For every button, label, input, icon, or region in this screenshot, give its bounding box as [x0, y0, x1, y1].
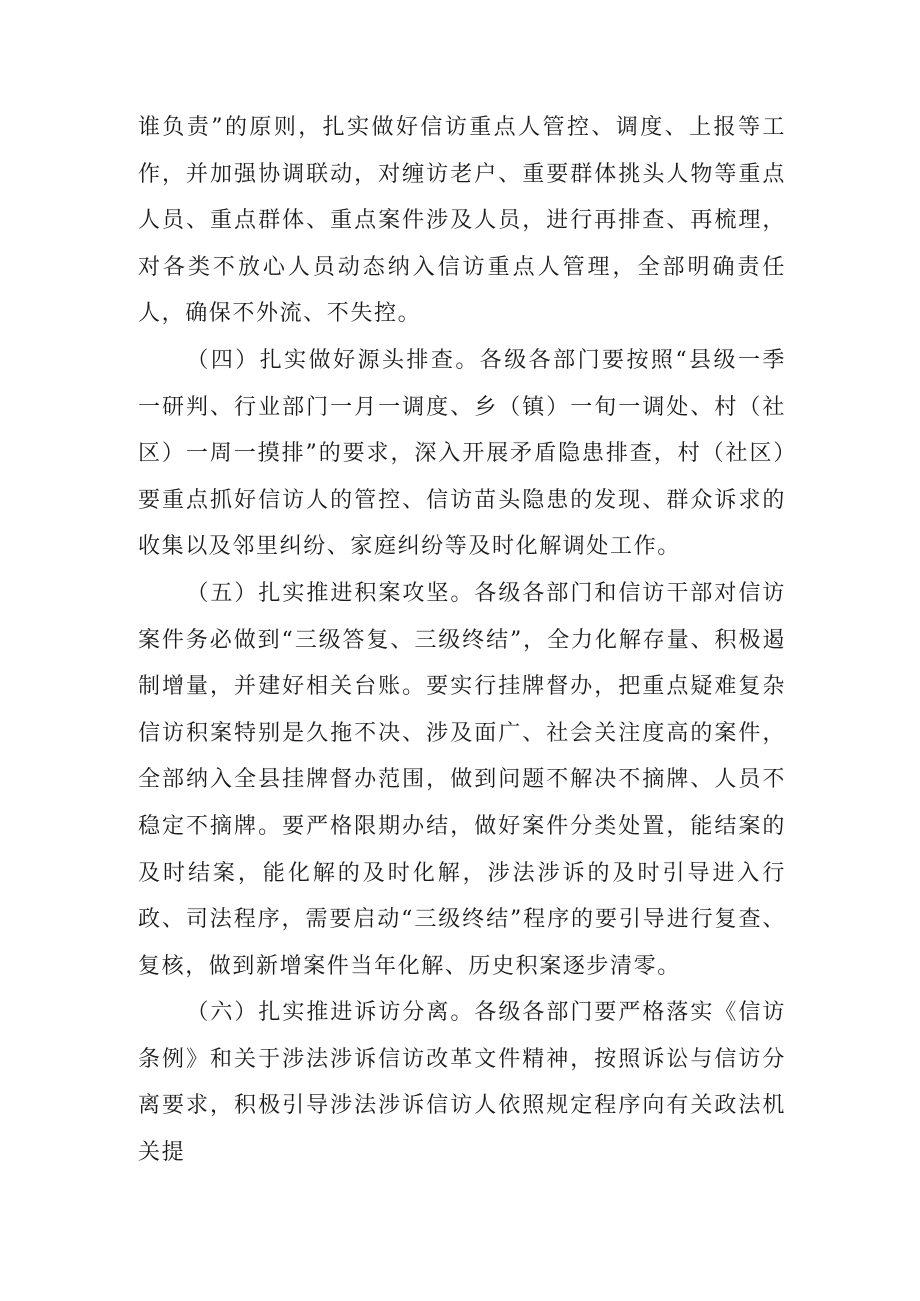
paragraph-source-screening: （四）扎实做好源头排查。各级各部门要按照“县级一季一研判、行业部门一月一调度、乡（镇）一旬一调处、村（社区）一周一摸排”的要求，深入开展矛盾隐患排查，村（社区）要重点抓好信访人的管控、信访苗头隐患的发现、群众诉求的收集以及邻里纠纷、家庭纠纷等及时化解调处工作。	[138, 347, 786, 560]
document-body	[138, 105, 786, 1177]
paragraph-continuation: 谁负责”的原则，扎实做好信访重点人管控、调度、上报等工作，并加强协调联动，对缠访老户、重要群体挑头人物等重点人员、重点群体、重点案件涉及人员，进行再排查、再梳理，对各类不放心人员动态纳入信访重点人管理，全部明确责任人，确保不外流、不失控。	[138, 115, 786, 327]
paragraph-litigation-separation: （六）扎实推进诉访分离。各级各部门要严格落实《信访条例》和关于涉法涉诉信访改革文件精神，按照诉讼与信访分离要求，积极引导涉法涉诉信访人依照规定程序向有关政法机关提	[138, 1000, 786, 1166]
paragraph-backlog-cases: （五）扎实推进积案攻坚。各级各部门和信访干部对信访案件务必做到“三级答复、三级终结”，全力化解存量、积极遏制增量，并建好相关台账。要实行挂牌督办，把重点疑难复杂信访积案特别是久拖不决、涉及面广、社会关注度高的案件，全部纳入全县挂牌督办范围，做到问题不解决不摘牌、人员不稳定不摘牌。要严格限期办结，做好案件分类处置，能结案的及时结案，能化解的及时化解，涉法涉诉的及时引导进入行政、司法程序，需要启动“三级终结”程序的要引导进行复查、复核，做到新增案件当年化解、历史积案逐步清零。	[138, 580, 786, 979]
